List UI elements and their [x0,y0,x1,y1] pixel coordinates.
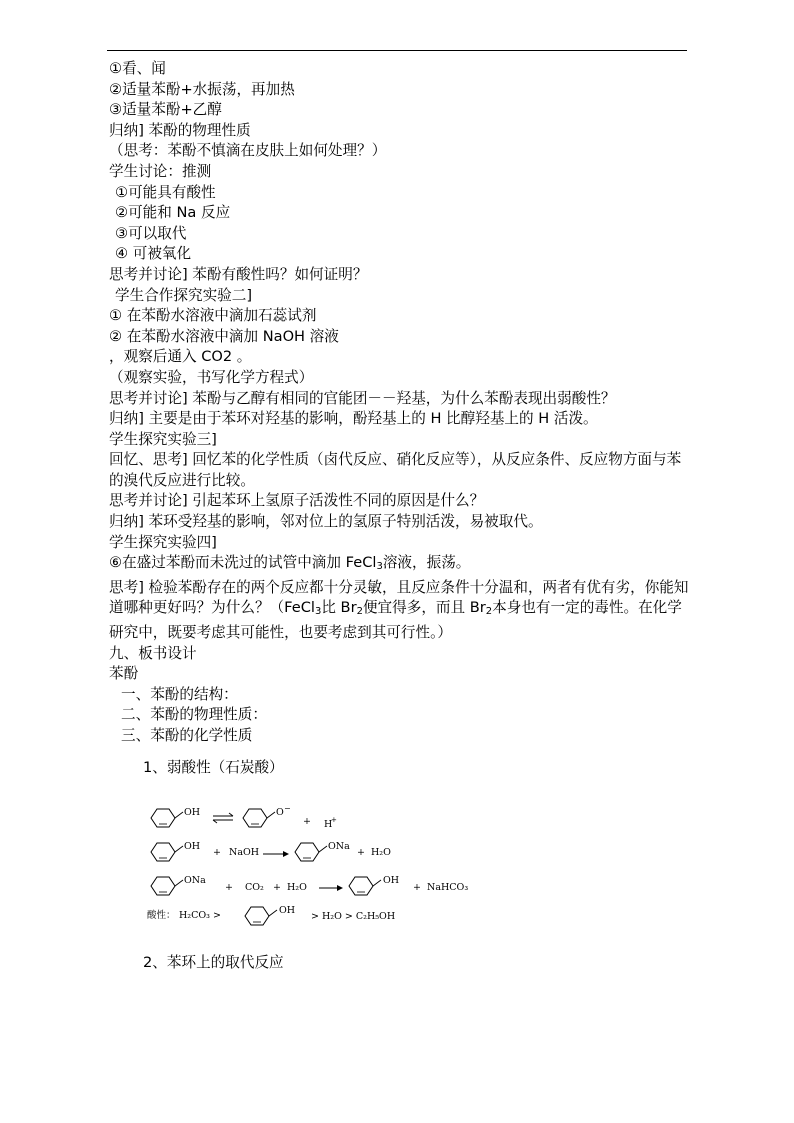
svg-text:H₂O: H₂O [287,882,307,893]
svg-text:−: − [284,804,291,813]
svg-text:OH: OH [383,875,400,886]
text-line: ②适量苯酚+水振荡，再加热 [109,80,295,98]
benzene-ring-icon [151,843,175,861]
svg-text:+: + [413,882,421,893]
document-body [109,59,699,778]
benzene-ring-icon [151,809,175,827]
text-paragraph: 回忆、思考] 回忆苯的化学性质（卤代反应、硝化反应等），从反应条件、反应物方面与苯的溴代反应进行比较。 [109,451,682,489]
benzene-ring-icon [349,877,373,895]
text-line: ①看、闻 [109,60,166,77]
acidity-heading: 1、弱酸性（石炭酸） [143,758,284,776]
right-arrow-icon [319,885,343,891]
benzene-ring-icon [243,809,267,827]
water-label: H₂O [371,847,391,858]
naoh-label: NaOH [229,847,260,858]
equilibrium-arrow-icon [213,813,233,823]
benzene-ring-icon [151,877,175,895]
text-line: ①可能具有酸性 [115,183,216,201]
svg-text:+: + [331,816,337,824]
text-line: 归纳] 苯环受羟基的影响，邻对位上的氢原子特别活泼，易被取代。 [109,513,543,531]
acidity-label: 酸性： [147,910,176,921]
svg-text:+: + [225,882,233,893]
text-line: 学生合作探究实验二] [115,286,253,304]
board-title: 苯酚 [109,665,139,683]
text-line: ⑥在盛过苯酚而未洗过的试管中滴加 FeCl$_3$溶液，振荡。 [109,554,471,573]
board-item: 一、苯酚的结构： [121,685,238,703]
board-item: 二、苯酚的物理性质： [121,706,267,724]
text-line: ④ 可被氧化 [115,245,192,263]
right-arrow-icon [263,851,289,857]
text-line: 归纳] 主要是由于苯环对羟基的影响，酚羟基上的 H 比醇羟基上的 H 活泼。 [109,410,598,428]
carbonic-acid-label: H₂CO₃ > [179,910,221,921]
acidity-order-label: > H₂O > C₂H₅OH [311,911,396,922]
text-line: ③可以取代 [115,224,187,242]
text-line: 思考并讨论] 苯酚与乙醇有相同的官能团－－羟基，为什么苯酚表现出弱酸性？ [109,389,616,407]
oh-label: OH [184,807,201,818]
section-heading: 九、板书设计 [109,644,197,662]
svg-text:+: + [213,847,221,858]
text-line: （思考：苯酚不慎滴在皮肤上如何处理？） [109,142,387,160]
co2-label: CO₂ [245,882,264,893]
svg-text:OH: OH [279,905,296,916]
board-item: 三、苯酚的化学性质 [121,727,253,744]
text-line: 学生探究实验四] [109,533,217,551]
hydrogen-ion-label: H [324,819,333,830]
text-line: 归纳] 苯酚的物理性质 [109,121,251,139]
text-line: ②可能和 Na 反应 [115,204,231,222]
benzene-ring-icon [245,907,269,925]
text-line: ，观察后通入 CO2 。 [109,348,252,366]
header-rule [107,50,687,51]
substitution-heading: 2、苯环上的取代反应 [143,954,284,971]
svg-text:+: + [303,816,311,827]
text-line: ② 在苯酚水溶液中滴加 NaOH 溶液 [109,327,339,345]
benzene-ring-icon [295,843,319,861]
reaction-equations [147,800,547,930]
svg-text:ONa: ONa [184,875,206,886]
text-line: 思考并讨论] 引起苯环上氢原子活泼性不同的原因是什么？ [109,492,485,510]
text-line: 学生探究实验三] [109,430,217,448]
text-line: （观察实验，书写化学方程式） [109,368,314,386]
svg-text:OH: OH [184,841,201,852]
text-line: ① 在苯酚水溶液中滴加石蕊试剂 [109,307,317,325]
svg-text:+: + [273,882,281,893]
text-line: 思考并讨论] 苯酚有酸性吗？如何证明？ [109,265,368,283]
text-line: 学生讨论：推测 [109,162,212,180]
svg-text:+: + [357,847,365,858]
text-line: ③适量苯酚+乙醇 [109,101,222,119]
ona-label: ONa [328,841,350,852]
nahco3-label: NaHCO₃ [427,882,469,893]
phenoxide-o-label: O [276,807,284,818]
text-paragraph: 思考] 检验苯酚存在的两个反应都十分灵敏，且反应条件十分温和，两者有优有劣，你能知道哪种更好吗？为什么？（FeCl$_3$比 $Br_2$便宜得多，而且 $Br_2$本身也有一定的毒性。在化学研究中，既要考虑其可能性，也要考虑到其可行性。） [109,578,689,642]
